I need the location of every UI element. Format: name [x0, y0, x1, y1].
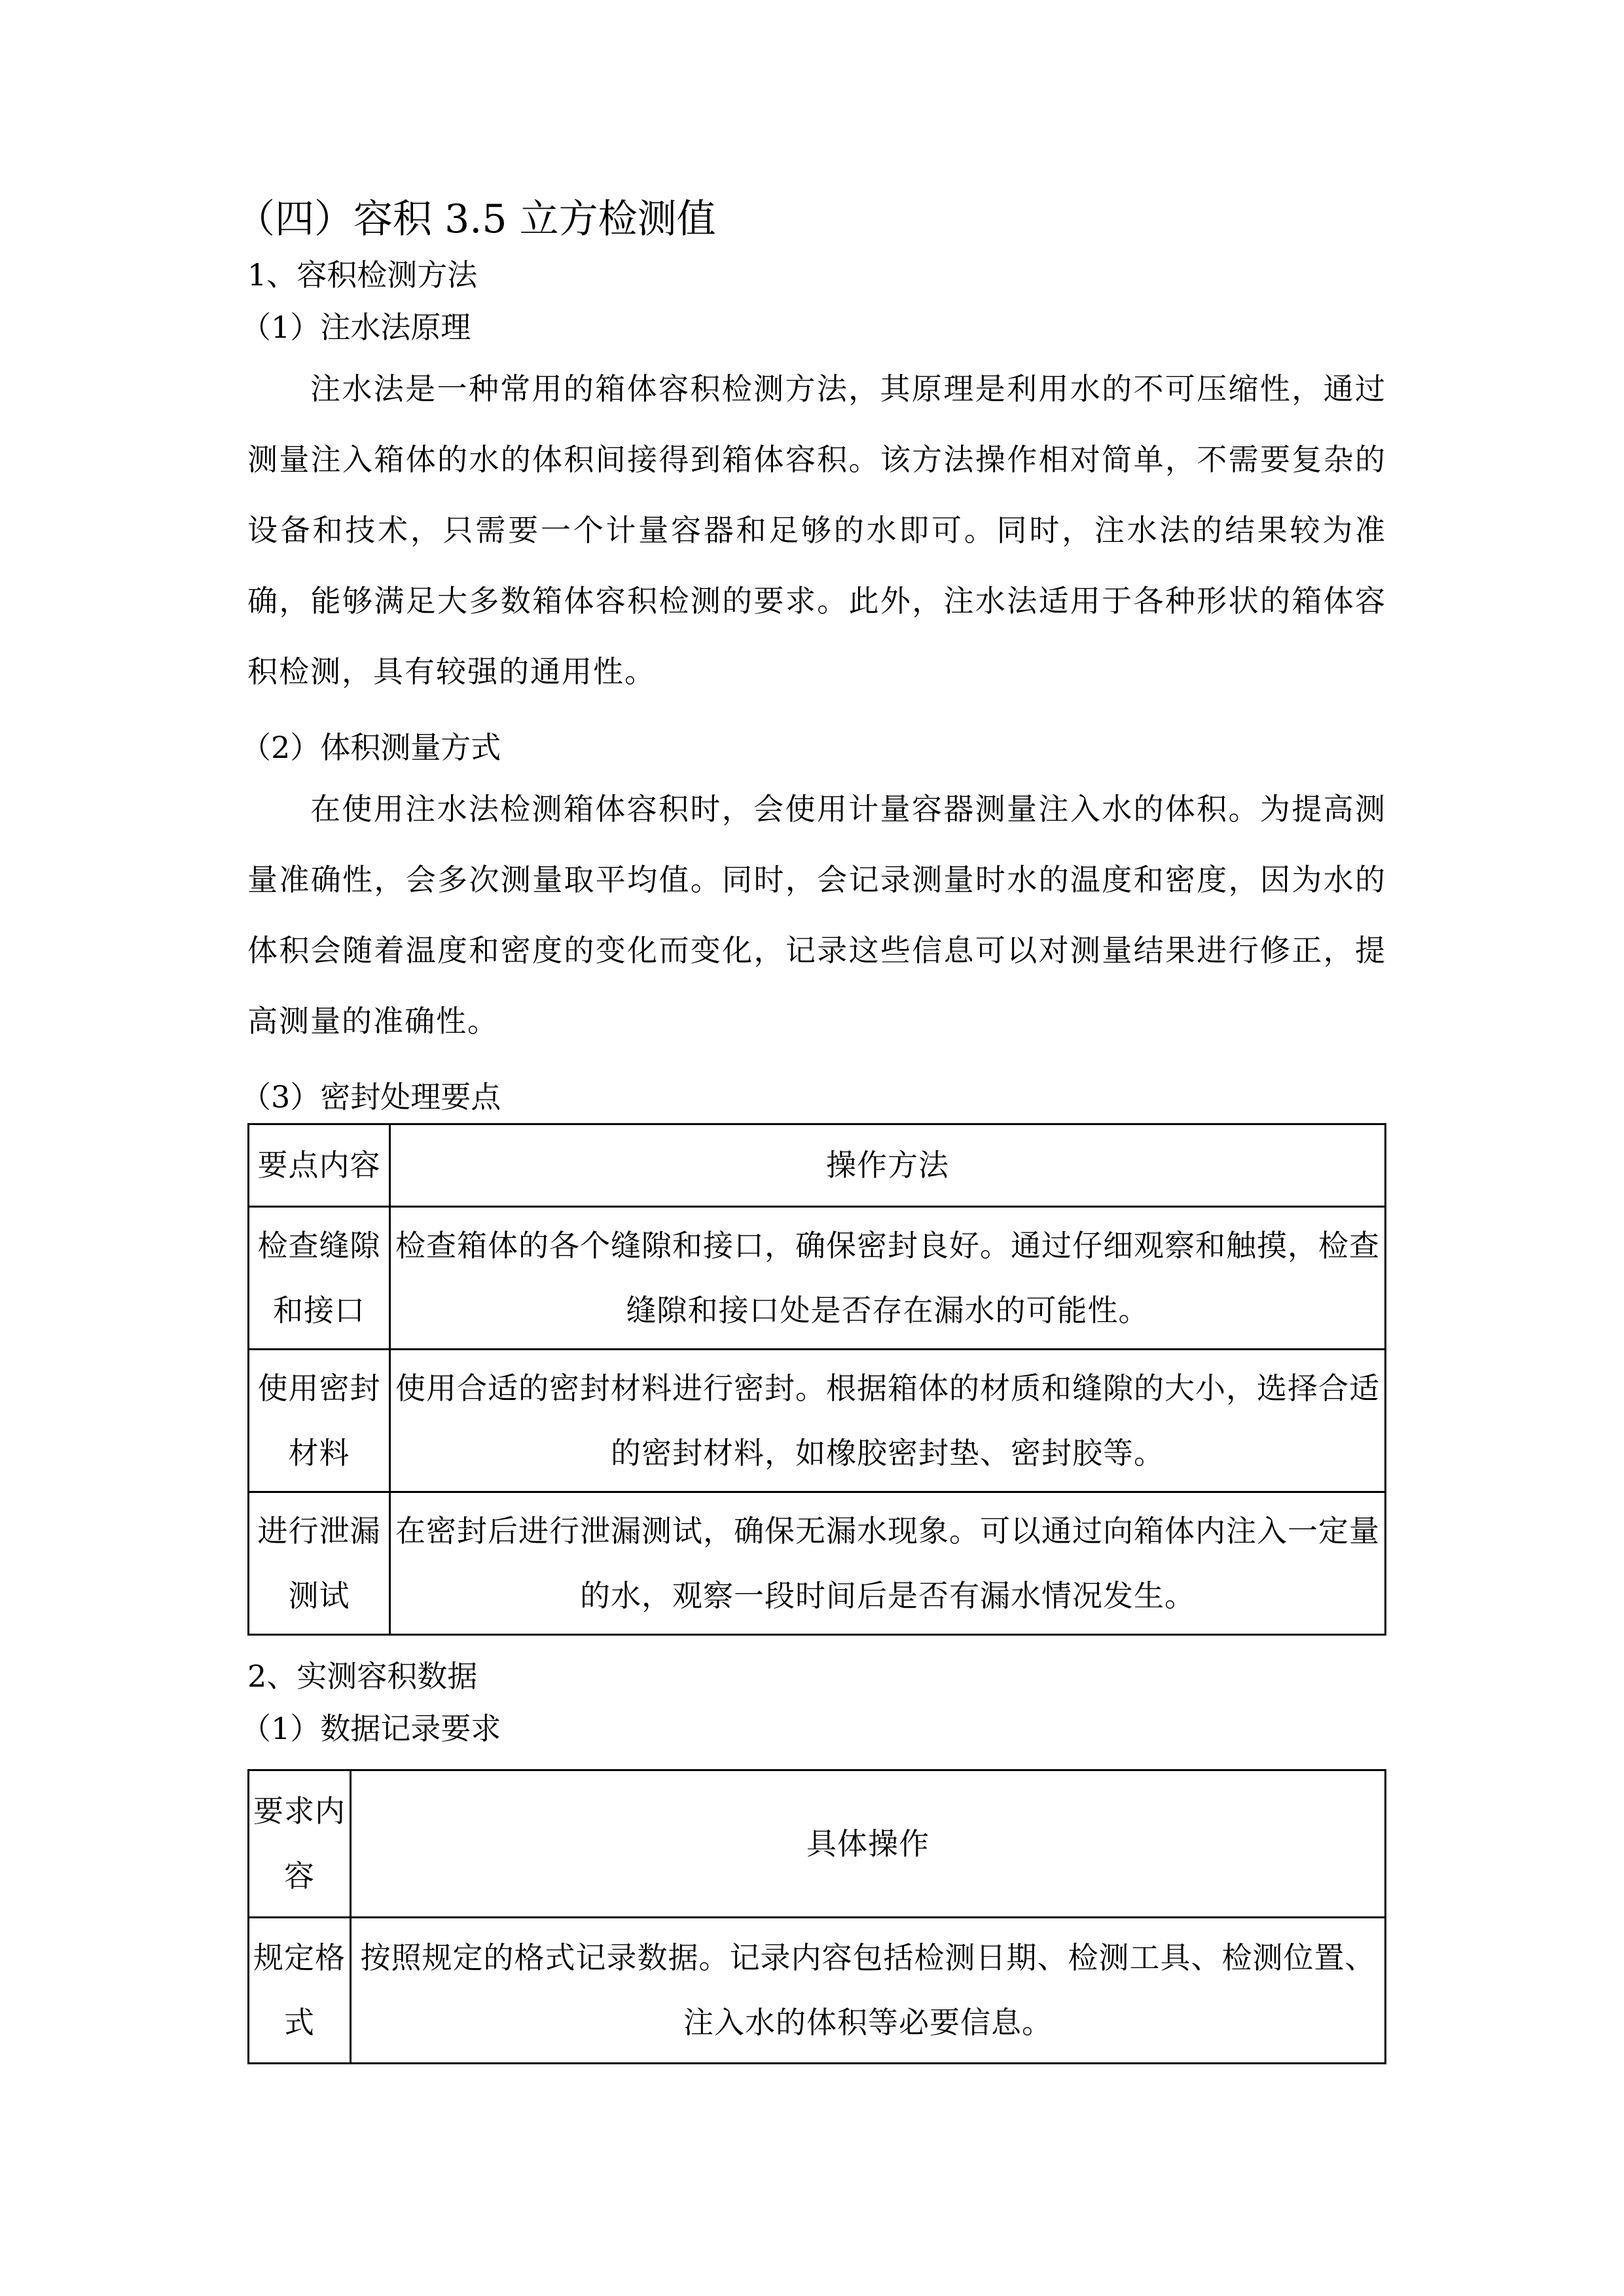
- table-header-cell: 要求内容: [249, 1770, 351, 1918]
- table-header-cell: 具体操作: [351, 1770, 1386, 1918]
- document-page: [236, 190, 1386, 2064]
- part1-sub2-body: 在使用注水法检测箱体容积时，会使用计量容器测量注入水的体积。为提高测量准确性，会多次测量取平均值。同时，会记录测量时水的温度和密度，因为水的体积会随着温度和密度的变化而变化，记录这些信息可以对测量结果进行修正，提高测量的准确性。: [247, 791, 1386, 1039]
- table-header-row: [249, 1770, 1386, 1918]
- table-row: [249, 1918, 1386, 2064]
- table-cell-point: 使用密封材料: [249, 1350, 390, 1492]
- section-title: （四）容积 3.5 立方检测值: [236, 196, 716, 242]
- table-header-cell: 要点内容: [249, 1124, 390, 1207]
- table-cell-requirement: 规定格式: [249, 1918, 351, 2064]
- table-cell-point: 检查缝隙和接口: [249, 1207, 390, 1350]
- table-header-cell: 操作方法: [390, 1124, 1386, 1207]
- table-header-row: [249, 1124, 1386, 1207]
- table-cell-method: 使用合适的密封材料进行密封。根据箱体的材质和缝隙的大小，选择合适的密封材料，如橡胶密封垫、密封胶等。: [390, 1350, 1386, 1492]
- table-row: [249, 1492, 1386, 1635]
- data-record-table: [247, 1769, 1386, 2064]
- part1-title: 1、容积检测方法: [247, 257, 478, 293]
- part1-sub3-title: （3）密封处理要点: [241, 1079, 501, 1115]
- part2-title: 2、实测容积数据: [247, 1659, 478, 1694]
- table-cell-operation: 按照规定的格式记录数据。记录内容包括检测日期、检测工具、检测位置、注入水的体积等必要信息。: [351, 1918, 1386, 2064]
- part2-sub1-title: （1）数据记录要求: [241, 1711, 501, 1746]
- part1-sub1-title: （1）注水法原理: [241, 310, 471, 345]
- table-cell-method: 在密封后进行泄漏测试，确保无漏水现象。可以通过向箱体内注入一定量的水，观察一段时间后是否有漏水情况发生。: [390, 1492, 1386, 1635]
- table-cell-method: 检查箱体的各个缝隙和接口，确保密封良好。通过仔细观察和触摸，检查缝隙和接口处是否存在漏水的可能性。: [390, 1207, 1386, 1350]
- part1-sub1-body: 注水法是一种常用的箱体容积检测方法，其原理是利用水的不可压缩性，通过测量注入箱体的水的体积间接得到箱体容积。该方法操作相对简单，不需要复杂的设备和技术，只需要一个计量容器和足够的水即可。同时，注水法的结果较为准确，能够满足大多数箱体容积检测的要求。此外，注水法适用于各种形状的箱体容积检测，具有较强的通用性。: [247, 371, 1386, 689]
- table-cell-point: 进行泄漏测试: [249, 1492, 390, 1635]
- sealing-points-table: [247, 1123, 1386, 1636]
- part1-sub2-title: （2）体积测量方式: [241, 730, 501, 765]
- table-row: [249, 1350, 1386, 1492]
- table-row: [249, 1207, 1386, 1350]
